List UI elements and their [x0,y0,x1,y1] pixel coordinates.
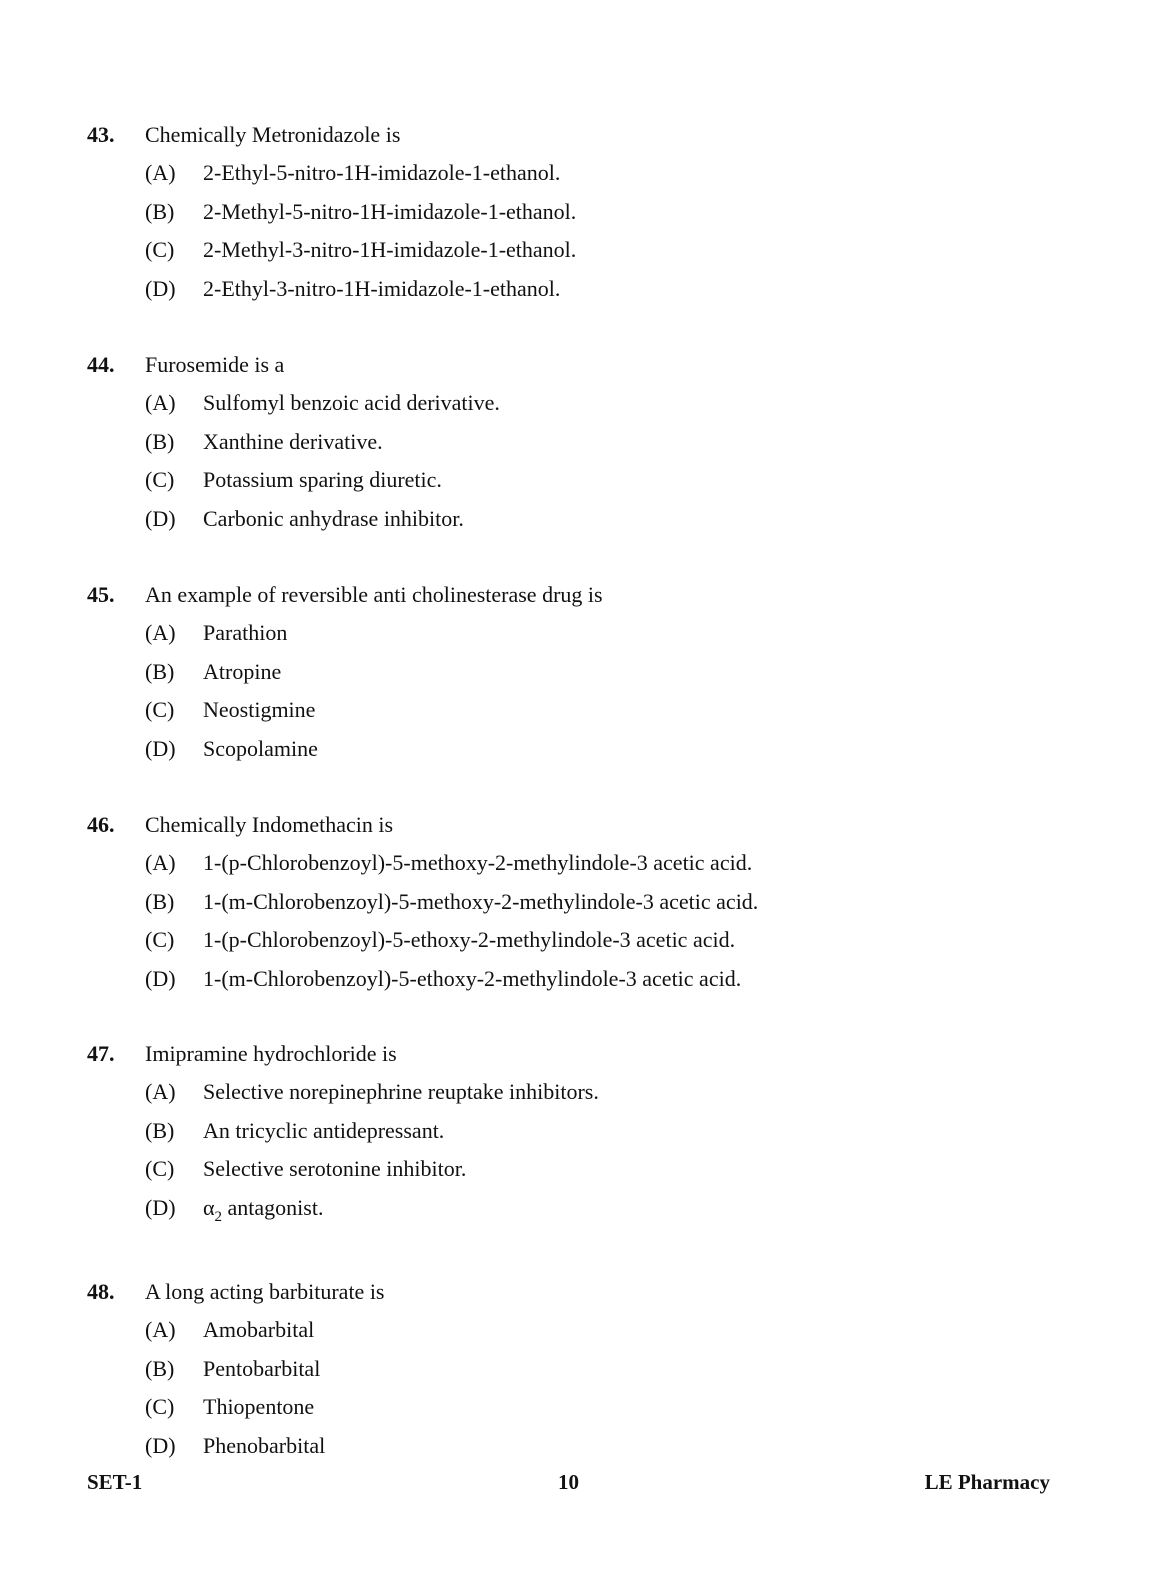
option-text: Atropine [203,658,282,684]
option-a [87,614,1087,653]
option-letter: (C) [145,1394,175,1419]
option-letter: (B) [145,1117,175,1143]
option-letter: (A) [145,1079,176,1104]
option-b [87,1350,1087,1389]
question-text: Furosemide is a [145,352,285,377]
question-44 [87,346,1087,538]
question-number: 47. [87,1041,115,1066]
option-d [87,1189,1087,1228]
option-text: Amobarbital [203,1317,315,1342]
option-text: 2-Methyl-3-nitro-1H-imidazole-1-ethanol. [203,237,577,262]
option-text: Selective norepinephrine reuptake inhibitors. [203,1079,599,1104]
option-letter: (D) [145,505,176,531]
option-letter: (A) [145,850,176,875]
option-letter: (A) [145,390,176,415]
option-c [87,921,1087,960]
subscript-2: 2 [214,1208,223,1225]
question-47 [87,1035,1087,1227]
option-text: Potassium sparing diuretic. [203,467,442,492]
option-letter: (A) [145,160,176,185]
question-number: 44. [87,352,115,377]
option-text [203,1189,323,1230]
option-d [87,270,1087,309]
option-letter: (B) [145,1355,175,1381]
question-text: An example of reversible anti cholinesterase drug is [145,582,603,607]
option-text: Phenobarbital [203,1432,326,1458]
option-letter: (C) [145,697,175,722]
option-letter: (B) [145,888,175,914]
option-letter: (D) [145,1432,176,1458]
option-c [87,231,1087,270]
option-letter: (A) [145,1317,176,1342]
option-d [87,960,1087,999]
option-b [87,653,1087,692]
option-a [87,154,1087,193]
option-text: Carbonic anhydrase inhibitor. [203,505,464,531]
option-letter: (B) [145,658,175,684]
option-text: 2-Ethyl-3-nitro-1H-imidazole-1-ethanol. [203,275,561,301]
option-c [87,461,1087,500]
option-b [87,883,1087,922]
option-a [87,1311,1087,1350]
option-letter: (C) [145,237,175,262]
option-b [87,1112,1087,1151]
option-c [87,1150,1087,1189]
option-letter: (D) [145,1194,176,1220]
option-text: Thiopentone [203,1394,315,1419]
option-d [87,730,1087,769]
option-letter: (C) [145,927,175,952]
option-text: Neostigmine [203,697,316,722]
question-number: 45. [87,582,115,607]
option-c [87,691,1087,730]
question-number: 48. [87,1279,115,1304]
question-text: A long acting barbiturate is [145,1279,385,1304]
question-text: Chemically Metronidazole is [145,122,401,147]
option-text: Scopolamine [203,735,318,761]
option-text: Pentobarbital [203,1355,321,1381]
option-letter: (D) [145,735,176,761]
option-text: An tricyclic antidepressant. [203,1117,445,1143]
option-a [87,384,1087,423]
option-letter: (D) [145,275,176,301]
option-letter: (A) [145,620,176,645]
option-text: 2-Methyl-5-nitro-1H-imidazole-1-ethanol. [203,198,577,224]
option-c [87,1388,1087,1427]
option-text: 1-(p-Chlorobenzoyl)-5-ethoxy-2-methylindole-3 acetic acid. [203,927,736,952]
option-text: 1-(m-Chlorobenzoyl)-5-methoxy-2-methylindole-3 acetic acid. [203,888,759,914]
page-footer [87,1470,1050,1500]
page-number: 10 [558,1470,579,1494]
option-text: 2-Ethyl-5-nitro-1H-imidazole-1-ethanol. [203,160,561,185]
option-a [87,844,1087,883]
question-48 [87,1273,1087,1465]
option-text: Selective serotonine inhibitor. [203,1156,467,1181]
option-text-rest: antagonist. [222,1194,324,1220]
question-text: Chemically Indomethacin is [145,812,394,837]
question-text: Imipramine hydrochloride is [145,1041,397,1066]
option-letter: (C) [145,467,175,492]
option-text: Xanthine derivative. [203,428,383,454]
question-43 [87,116,1087,308]
option-letter: (B) [145,198,175,224]
question-number: 46. [87,812,115,837]
option-b [87,423,1087,462]
option-a [87,1073,1087,1112]
option-letter: (B) [145,428,175,454]
question-45 [87,576,1087,768]
question-number: 43. [87,122,115,147]
option-text: Sulfomyl benzoic acid derivative. [203,390,500,415]
option-d [87,1427,1087,1466]
option-d [87,500,1087,539]
alpha-symbol: α [203,1194,215,1220]
option-text: 1-(m-Chlorobenzoyl)-5-ethoxy-2-methylindole-3 acetic acid. [203,965,742,991]
set-label: SET-1 [87,1470,143,1494]
question-46 [87,806,1087,998]
option-text: Parathion [203,620,288,645]
option-b [87,193,1087,232]
subject-label: LE Pharmacy [924,1470,1050,1494]
option-text: 1-(p-Chlorobenzoyl)-5-methoxy-2-methylindole-3 acetic acid. [203,850,753,875]
option-letter: (D) [145,965,176,991]
option-letter: (C) [145,1156,175,1181]
